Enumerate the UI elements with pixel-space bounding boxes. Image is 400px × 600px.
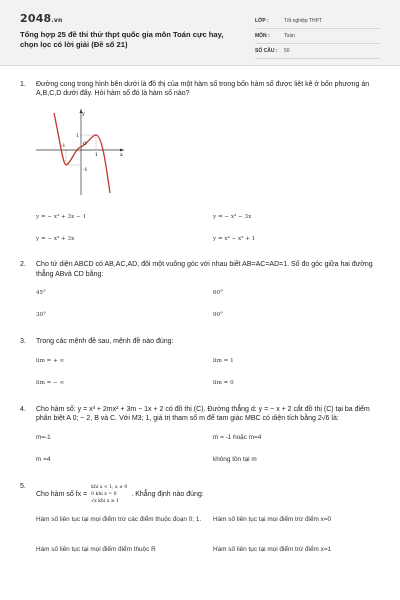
option-c[interactable]: 30° bbox=[36, 312, 46, 319]
option-c[interactable]: m =4 bbox=[36, 456, 51, 464]
meta-row-grade bbox=[255, 14, 380, 29]
answer-options bbox=[36, 514, 380, 574]
document-title: Tổng hợp 25 đề thi thử thpt quốc gia môn Toán cực hay, chọn lọc có lời giải (Đề số 21) bbox=[20, 29, 224, 50]
option-d[interactable]: y = x⁴ − x² + 1 bbox=[213, 235, 256, 242]
question-1 bbox=[20, 80, 380, 250]
option-d[interactable]: lim = 0 bbox=[213, 379, 234, 386]
meta-key: LỚP : bbox=[255, 17, 269, 24]
option-d[interactable]: không tồn tại m bbox=[213, 456, 257, 464]
option-c[interactable]: Hàm số liên tục tại mọi điểm điểm thuộc R bbox=[36, 545, 156, 553]
piece-3: √x khi x ≥ 1 bbox=[91, 499, 120, 505]
question-text-before: Cho hàm số fx = bbox=[36, 490, 88, 498]
option-b[interactable]: lim = 1 bbox=[213, 357, 234, 364]
answer-options bbox=[36, 351, 380, 395]
option-b[interactable]: Hàm số liên tục tại mọi điểm trừ điểm x=0 bbox=[213, 515, 332, 523]
graph-svg bbox=[36, 107, 126, 195]
piece-2: 0 khi x = 0 bbox=[91, 491, 117, 497]
question-number: 1. bbox=[20, 81, 26, 88]
option-d[interactable]: 90° bbox=[213, 312, 223, 319]
option-b[interactable]: 60° bbox=[213, 290, 223, 297]
logo-suffix: .vn bbox=[51, 17, 63, 24]
question-text-after: . Khẳng định nào đúng: bbox=[131, 490, 204, 498]
question-number: 4. bbox=[20, 405, 26, 413]
question-number: 3. bbox=[20, 338, 26, 346]
question-3 bbox=[20, 337, 380, 394]
logo-text: 2048 bbox=[20, 12, 52, 25]
meta-value: 50 bbox=[284, 47, 290, 54]
tick-y-1: 1 bbox=[76, 133, 79, 139]
answer-options bbox=[36, 206, 380, 250]
option-c[interactable]: lim = − ∞ bbox=[36, 379, 65, 386]
option-a[interactable]: 45° bbox=[36, 290, 46, 297]
option-b[interactable]: m = -1 hoặc m=4 bbox=[213, 434, 262, 442]
questions-list bbox=[0, 66, 400, 574]
question-text: Đường cong trong hình bên dưới là đồ thị của một hàm số trong bốn hàm số được liệt kê ở bốn phương án A,B,C,D dưới đây. Hỏi hàm số đó là hàm số nào? bbox=[36, 81, 370, 98]
meta-row-count bbox=[255, 44, 380, 59]
piecewise-function bbox=[91, 484, 127, 506]
answer-options bbox=[36, 283, 380, 327]
option-b[interactable]: y = − x³ − 3x bbox=[213, 213, 252, 220]
question-text: Cho hàm số: y = x³ + 2mx² + 3m − 1x + 2 có đồ thị (C). Đường thẳng d: y = − x + 2 cắt đồ thị (C) tại ba điểm phân biệt A 0; − 2, B và C. Với M3; 1, giá trị tham số m để tam giác MBC có diện tích bằng 2√6 là: bbox=[36, 405, 370, 423]
option-d[interactable]: Hàm số liên tục tại mọi điểm trừ điểm x=1 bbox=[213, 545, 332, 553]
option-a[interactable]: m=-1 bbox=[36, 434, 51, 442]
question-number: 2. bbox=[20, 261, 26, 269]
x-label: x bbox=[120, 151, 123, 158]
meta-key: SỐ CÂU : bbox=[255, 47, 278, 54]
curve bbox=[54, 110, 110, 193]
meta-value: Tốt nghiệp THPT bbox=[284, 17, 322, 24]
option-c[interactable]: y = − x³ + 3x bbox=[36, 235, 75, 242]
tick-x-pos: 1 bbox=[95, 152, 98, 158]
origin-label: O bbox=[83, 141, 87, 147]
meta-value: Toán bbox=[284, 32, 295, 39]
document-meta bbox=[255, 14, 380, 59]
option-a[interactable]: lim = + ∞ bbox=[36, 357, 65, 364]
function-graph bbox=[36, 107, 380, 198]
question-text: Trong các mệnh đề sau, mệnh đề nào đúng: bbox=[36, 338, 174, 346]
piece-1: khi x < 1, x ≠ 0 bbox=[91, 484, 128, 490]
tick-y-neg: -1 bbox=[83, 167, 88, 173]
question-4 bbox=[20, 405, 380, 472]
option-a[interactable]: y = − x³ + 3x − 1 bbox=[36, 213, 87, 220]
document-header bbox=[0, 0, 400, 66]
question-number: 5. bbox=[20, 482, 26, 490]
question-2 bbox=[20, 260, 380, 327]
y-label: y bbox=[82, 110, 85, 117]
answer-options bbox=[36, 428, 380, 472]
question-text bbox=[36, 482, 380, 506]
question-5 bbox=[20, 482, 380, 574]
question-text: Cho tứ diện ABCD có AB,AC,AD, đôi một vuông góc với nhau biết AB=AC=AD=1. Số đo góc giữa hai đường thẳng ABvà CD bằng: bbox=[36, 261, 373, 278]
tick-x-neg: -1 bbox=[61, 143, 66, 149]
meta-key: MÔN : bbox=[255, 32, 270, 39]
option-a[interactable]: Hàm số liên tục tại mọi điểm trừ các điểm thuộc đoạn 0; 1. bbox=[36, 515, 202, 523]
meta-row-subject bbox=[255, 29, 380, 44]
